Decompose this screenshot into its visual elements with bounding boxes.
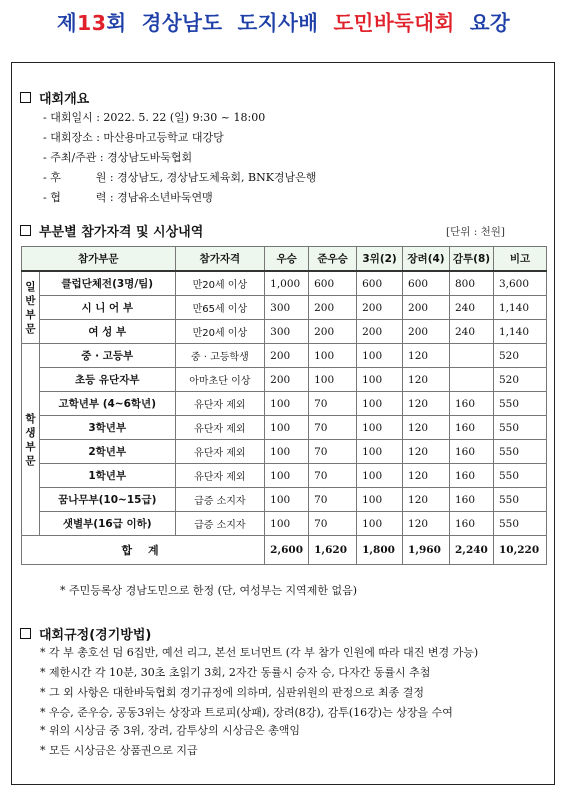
overview-venue: - 대회장소 : 마산용마고등학교 대강당 [43,131,224,144]
overview-sponsor: - 후 원 : 경상남도, 경상남도체육회, BNK경남은행 [43,171,317,184]
header-division: 참가부문 [22,247,176,272]
rule-line: * 위의 시상금 중 3위, 장려, 감투상의 시상금은 총액임 [40,724,300,737]
rule-line: * 우승, 준우승, 공동3위는 상장과 트로피(상패), 장려(8강), 감투(16강)는 상장을 수여 [40,706,453,719]
prize-cell: 200 [357,296,403,320]
prize-cell: 800 [449,271,493,296]
division-cell: 3학년부 [39,416,175,440]
table-row [22,271,547,296]
table-row [22,512,547,536]
prize-cell: 70 [309,464,357,488]
prize-cell: 550 [493,440,546,464]
prize-cell: 120 [403,392,450,416]
header-fighting: 감투(8) [449,247,493,272]
overview-heading [20,88,89,107]
prize-cell: 160 [449,440,493,464]
prize-cell: 160 [449,416,493,440]
prize-cell: 100 [357,512,403,536]
rules-heading [20,624,151,643]
prize-cell: 240 [449,296,493,320]
table-row [22,416,547,440]
division-cell: 1학년부 [39,464,175,488]
total-row [22,536,547,565]
qualification-cell: 유단자 제외 [175,464,265,488]
total-cell: 1,620 [309,536,357,565]
prize-cell: 120 [403,416,450,440]
division-cell: 클럽단체전(3명/팀) [39,271,175,296]
prize-cell: 100 [357,488,403,512]
rule-line: * 제한시간 각 10분, 30초 초읽기 3회, 2자간 동률시 승자 승, 다자간 동률시 추첨 [40,666,431,679]
prize-cell: 550 [493,488,546,512]
checkbox-square-icon [20,225,31,236]
title-highlight: 도민바둑대회 [333,11,455,35]
group-label [22,271,40,344]
prize-cell: 100 [357,392,403,416]
rule-line: * 모든 시상금은 상품권으로 지급 [40,744,198,757]
prize-cell: 100 [265,392,309,416]
prize-cell: 600 [357,271,403,296]
prize-cell: 3,600 [493,271,546,296]
division-cell: 샛별부(16급 이하) [39,512,175,536]
prize-cell: 70 [309,392,357,416]
prize-cell: 550 [493,512,546,536]
table-row [22,488,547,512]
title-part3: 요강 [454,11,511,35]
table-row [22,296,547,320]
prize-cell: 300 [265,296,309,320]
header-third: 3위(2) [357,247,403,272]
page-title [0,6,567,36]
prize-cell: 1,140 [493,320,546,344]
prize-cell: 120 [403,368,450,392]
total-cell: 1,960 [403,536,450,565]
division-cell: 고학년부 (4~6학년) [39,392,175,416]
prize-cell: 520 [493,368,546,392]
table-row [22,464,547,488]
prize-cell: 160 [449,488,493,512]
qualification-cell: 급증 소지자 [175,512,265,536]
table-row [22,320,547,344]
total-cell: 2,600 [265,536,309,565]
prize-cell: 520 [493,344,546,368]
header-winner: 우승 [265,247,309,272]
prize-cell: 200 [403,296,450,320]
qualification-cell: 급증 소지자 [175,488,265,512]
prize-cell: 200 [309,296,357,320]
prize-cell: 100 [265,464,309,488]
checkbox-square-icon [20,92,31,103]
prize-cell: 300 [265,320,309,344]
table-row [22,392,547,416]
prize-cell: 120 [403,344,450,368]
prize-cell: 200 [309,320,357,344]
prize-cell: 70 [309,512,357,536]
prize-cell: 1,140 [493,296,546,320]
group-label [22,344,40,536]
residence-note: * 주민등록상 경남도민으로 한정 (단, 여성부는 지역제한 없음) [60,584,358,597]
total-cell: 10,220 [493,536,546,565]
prize-cell: 70 [309,416,357,440]
prize-cell [449,368,493,392]
prize-cell: 100 [309,368,357,392]
prize-table [21,246,547,565]
group-label-char: 부 [25,440,36,453]
header-runner-up: 준우승 [309,247,357,272]
prize-cell: 200 [403,320,450,344]
division-cell: 시 니 어 부 [39,296,175,320]
prize-cell: 100 [265,416,309,440]
group-label-char: 부 [25,308,36,321]
rules-heading-text: 대회규정(경기방법) [39,628,152,643]
prize-cell: 550 [493,464,546,488]
table-row [22,440,547,464]
qualification-cell: 유단자 제외 [175,440,265,464]
prize-cell: 1,000 [265,271,309,296]
unit-label: [단위 : 천원] [446,226,505,238]
group-label-char: 일 [25,280,36,293]
prize-heading-text: 부분별 참가자격 및 시상내역 [39,225,204,240]
qualification-cell: 중 · 고등학생 [175,344,265,368]
prize-cell: 100 [309,344,357,368]
group-label-char: 생 [25,426,36,439]
total-cell: 1,800 [357,536,403,565]
prize-cell: 120 [403,464,450,488]
total-cell: 2,240 [449,536,493,565]
division-cell: 중 · 고등부 [39,344,175,368]
prize-cell: 100 [265,512,309,536]
prize-cell: 240 [449,320,493,344]
table-row [22,344,547,368]
division-cell: 꿈나무부(10~15급) [39,488,175,512]
prize-cell: 550 [493,392,546,416]
checkbox-square-icon [20,628,31,639]
prize-cell: 200 [265,368,309,392]
header-note: 비고 [493,247,546,272]
qualification-cell: 만20세 이상 [175,320,265,344]
table-header-row [22,247,547,272]
qualification-cell: 만65세 이상 [175,296,265,320]
header-qualification: 참가자격 [175,247,265,272]
header-encouragement: 장려(4) [403,247,450,272]
overview-heading-text: 대회개요 [39,92,90,107]
prize-cell: 100 [357,440,403,464]
prize-cell: 120 [403,512,450,536]
prize-cell [449,344,493,368]
prize-cell: 70 [309,440,357,464]
prize-cell: 100 [357,344,403,368]
qualification-cell: 유단자 제외 [175,392,265,416]
group-label-char: 문 [25,454,36,467]
division-cell: 초등 유단자부 [39,368,175,392]
division-cell: 2학년부 [39,440,175,464]
group-label-char: 반 [25,294,36,307]
table-row [22,368,547,392]
prize-cell: 100 [265,488,309,512]
prize-cell: 100 [357,464,403,488]
prize-cell: 120 [403,488,450,512]
group-label-char: 학 [25,412,36,425]
total-label: 합 계 [22,536,265,565]
overview-cooperation: - 협 력 : 경남유소년바둑연맹 [43,191,213,204]
prize-cell: 550 [493,416,546,440]
qualification-cell: 유단자 제외 [175,416,265,440]
rule-line: * 각 부 총호선 덤 6집반, 예선 리그, 본선 토너먼트 (각 부 참가 인원에 따라 대진 변경 가능) [40,646,479,659]
prize-cell: 600 [309,271,357,296]
prize-cell: 160 [449,464,493,488]
prize-cell: 120 [403,440,450,464]
overview-date: - 대회일시 : 2022. 5. 22 (일) 9:30 ~ 18:00 [43,111,266,124]
prize-cell: 200 [265,344,309,368]
qualification-cell: 아마초단 이상 [175,368,265,392]
group-label-char: 문 [25,322,36,335]
prize-cell: 600 [403,271,450,296]
rule-line: * 그 외 사항은 대한바둑협회 경기규정에 의하며, 심판위원의 판정으로 최종 결정 [40,686,424,699]
prize-cell: 160 [449,512,493,536]
prize-heading [20,221,203,240]
overview-host: - 주최/주관 : 경상남도바둑협회 [43,151,193,164]
prize-cell: 100 [357,416,403,440]
title-part1: 제 [56,11,78,35]
prize-cell: 100 [357,368,403,392]
prize-cell: 70 [309,488,357,512]
qualification-cell: 만20세 이상 [175,271,265,296]
prize-cell: 160 [449,392,493,416]
title-number: 13 [77,11,107,35]
title-part2: 회 경상남도 도지사배 [106,11,334,35]
division-cell: 여 성 부 [39,320,175,344]
prize-cell: 100 [265,440,309,464]
prize-cell: 200 [357,320,403,344]
